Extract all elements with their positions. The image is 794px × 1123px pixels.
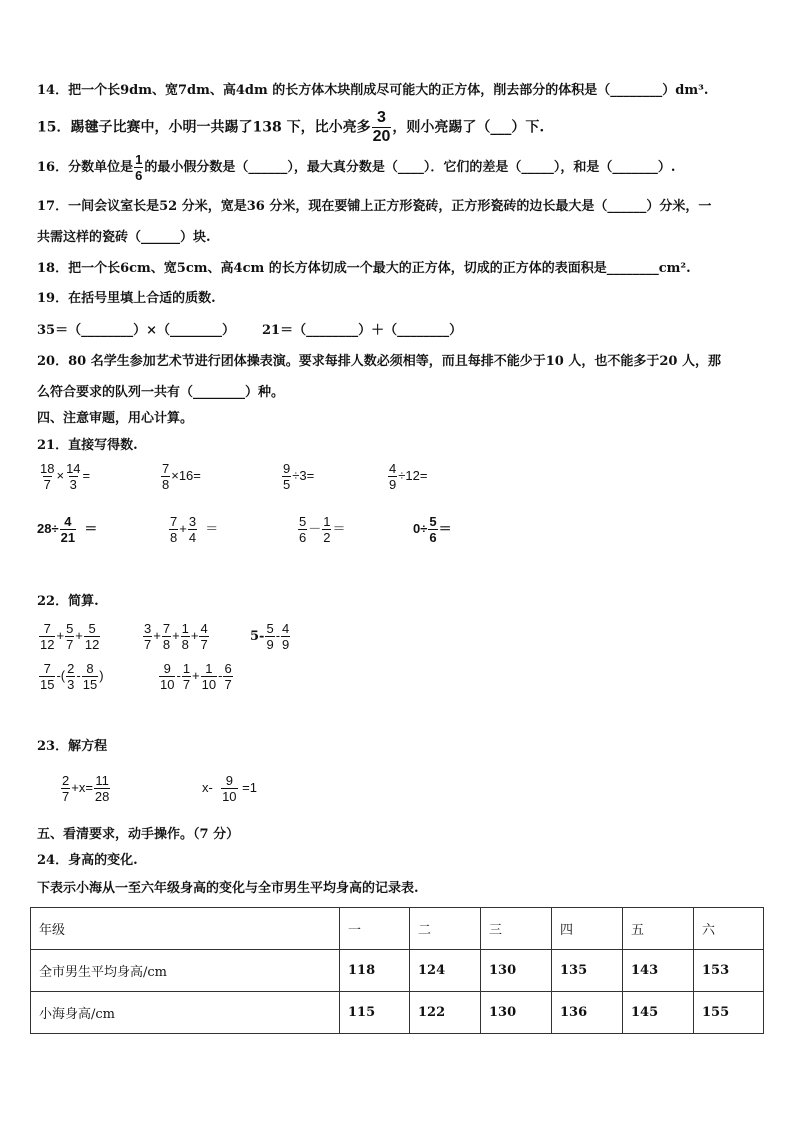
q21-item-1: $\frac{18}{7}$ × $\frac{14}{3}$ = [40,461,91,492]
table-cell: 130 [481,992,552,1034]
q22-expr-3: 5- $\frac{5}{9}$ - $\frac{4}{9}$ [250,621,290,652]
table-header-cell: 五 [623,908,694,950]
q23-equation-1: $\frac{2}{7}$ +x= $\frac{11}{28}$ [62,773,110,804]
table-cell: 135 [552,950,623,992]
table-row-label: 小海身高/cm [31,992,340,1034]
q22-expr-5: $\frac{9}{10}$ - $\frac{1}{7}$ + $\frac{1}{10}$ - $\frac{6}{7}$ [160,661,232,692]
q16-prefix: 16．分数单位是 [37,160,134,175]
q19-expr2: 21＝（________）＋（________） [262,323,463,338]
table-cell: 143 [623,950,694,992]
q19-expr1: 35＝（________）×（________） [37,323,235,338]
table-row-label: 全市男生平均身高/cm [31,950,340,992]
table-cell: 153 [694,950,764,992]
table-cell: 136 [552,992,623,1034]
question-18: 18．把一个长6cm、宽5cm、高4cm 的长方体切成一个最大的正方体，切成的正方体的表面积是________cm². [37,261,691,276]
table-cell: 122 [410,992,481,1034]
question-20-line2: 么符合要求的队列一共有（________）种。 [37,385,285,400]
q21-item-6: $\frac{7}{8}$ + $\frac{3}{4}$ ＝ [170,514,219,545]
question-14: 14．把一个长9dm、宽7dm、高4dm 的长方体木块削成尽可能大的正方体，削去部分的体积是（________）dm³. [37,83,709,98]
q22-expr-4: $\frac{7}{15}$ -( $\frac{2}{3}$ - $\frac{8}{15}$ ) [40,661,104,692]
question-15 [37,110,544,145]
table-header-cell: 四 [552,908,623,950]
q15-fraction: $\frac{3}{20}$ [372,109,391,145]
question-16 [37,152,675,184]
table-cell: 118 [340,950,410,992]
q16-fraction: $\frac{1}{6}$ [135,152,143,183]
q21-item-5: 28÷ $\frac{4}{21}$ ＝ [37,514,98,545]
height-record-table [30,907,764,1034]
table-cell: 130 [481,950,552,992]
table-header-cell: 年级 [31,908,340,950]
q15-suffix: ，则小亮踢了（___）下. [392,119,545,136]
question-17-line2: 共需这样的瓷砖（______）块. [37,230,211,245]
table-header-cell: 二 [410,908,481,950]
q22-expr-1: $\frac{7}{12}$ + $\frac{5}{7}$ + $\frac{5}{12}$ [40,621,100,652]
q23-equation-2: x- $\frac{9}{10}$ =1 [202,773,257,804]
question-20-line1: 20．80 名学生参加艺术节进行团体操表演。要求每排人数必须相等，而且每排不能少于10 人，也不能多于20 人，那 [37,354,721,369]
section-5-heading: 五、看清要求，动手操作。（7 分） [37,827,240,842]
q21-item-3: $\frac{9}{5}$ ÷3= [283,461,315,492]
q15-prefix: 15．踢毽子比赛中，小明一共踢了138 下，比小亮多 [37,119,371,136]
q21-item-7: $\frac{5}{6}$ － $\frac{1}{2}$ ＝ [299,514,346,545]
table-header-cell: 三 [481,908,552,950]
q22-expr-2: $\frac{3}{7}$ + $\frac{7}{8}$ + $\frac{1}{8}$ + $\frac{4}{7}$ [144,621,208,652]
table-row [31,950,764,992]
q21-item-4: $\frac{4}{9}$ ÷12= [389,461,428,492]
table-cell: 155 [694,992,764,1034]
section-4-heading: 四、注意审题，用心计算。 [37,411,194,426]
q21-item-2: $\frac{7}{8}$ ×16= [162,461,201,492]
table-row [31,992,764,1034]
table-header-cell: 六 [694,908,764,950]
table-cell: 124 [410,950,481,992]
question-24-description: 下表示小海从一至六年级身高的变化与全市男生平均身高的记录表. [37,881,419,896]
table-header-row [31,908,764,950]
table-cell: 145 [623,992,694,1034]
table-cell: 115 [340,992,410,1034]
q21-item-8: 0÷ $\frac{5}{6}$ ＝ [413,514,452,545]
question-23-title: 23．解方程 [37,739,108,754]
question-21-title: 21．直接写得数. [37,438,138,453]
q16-suffix: 的最小假分数是（______），最大真分数是（____）．它们的差是（_____），和是（_______）. [144,160,676,175]
table-header-cell: 一 [340,908,410,950]
question-19-title: 19．在括号里填上合适的质数. [37,291,216,306]
question-22-title: 22．简算. [37,594,99,609]
question-24-title: 24．身高的变化. [37,853,138,868]
question-17-line1: 17．一间会议室长是52 分米，宽是36 分米，现在要铺上正方形瓷砖，正方形瓷砖的边长最大是（______）分米，一 [37,199,712,214]
